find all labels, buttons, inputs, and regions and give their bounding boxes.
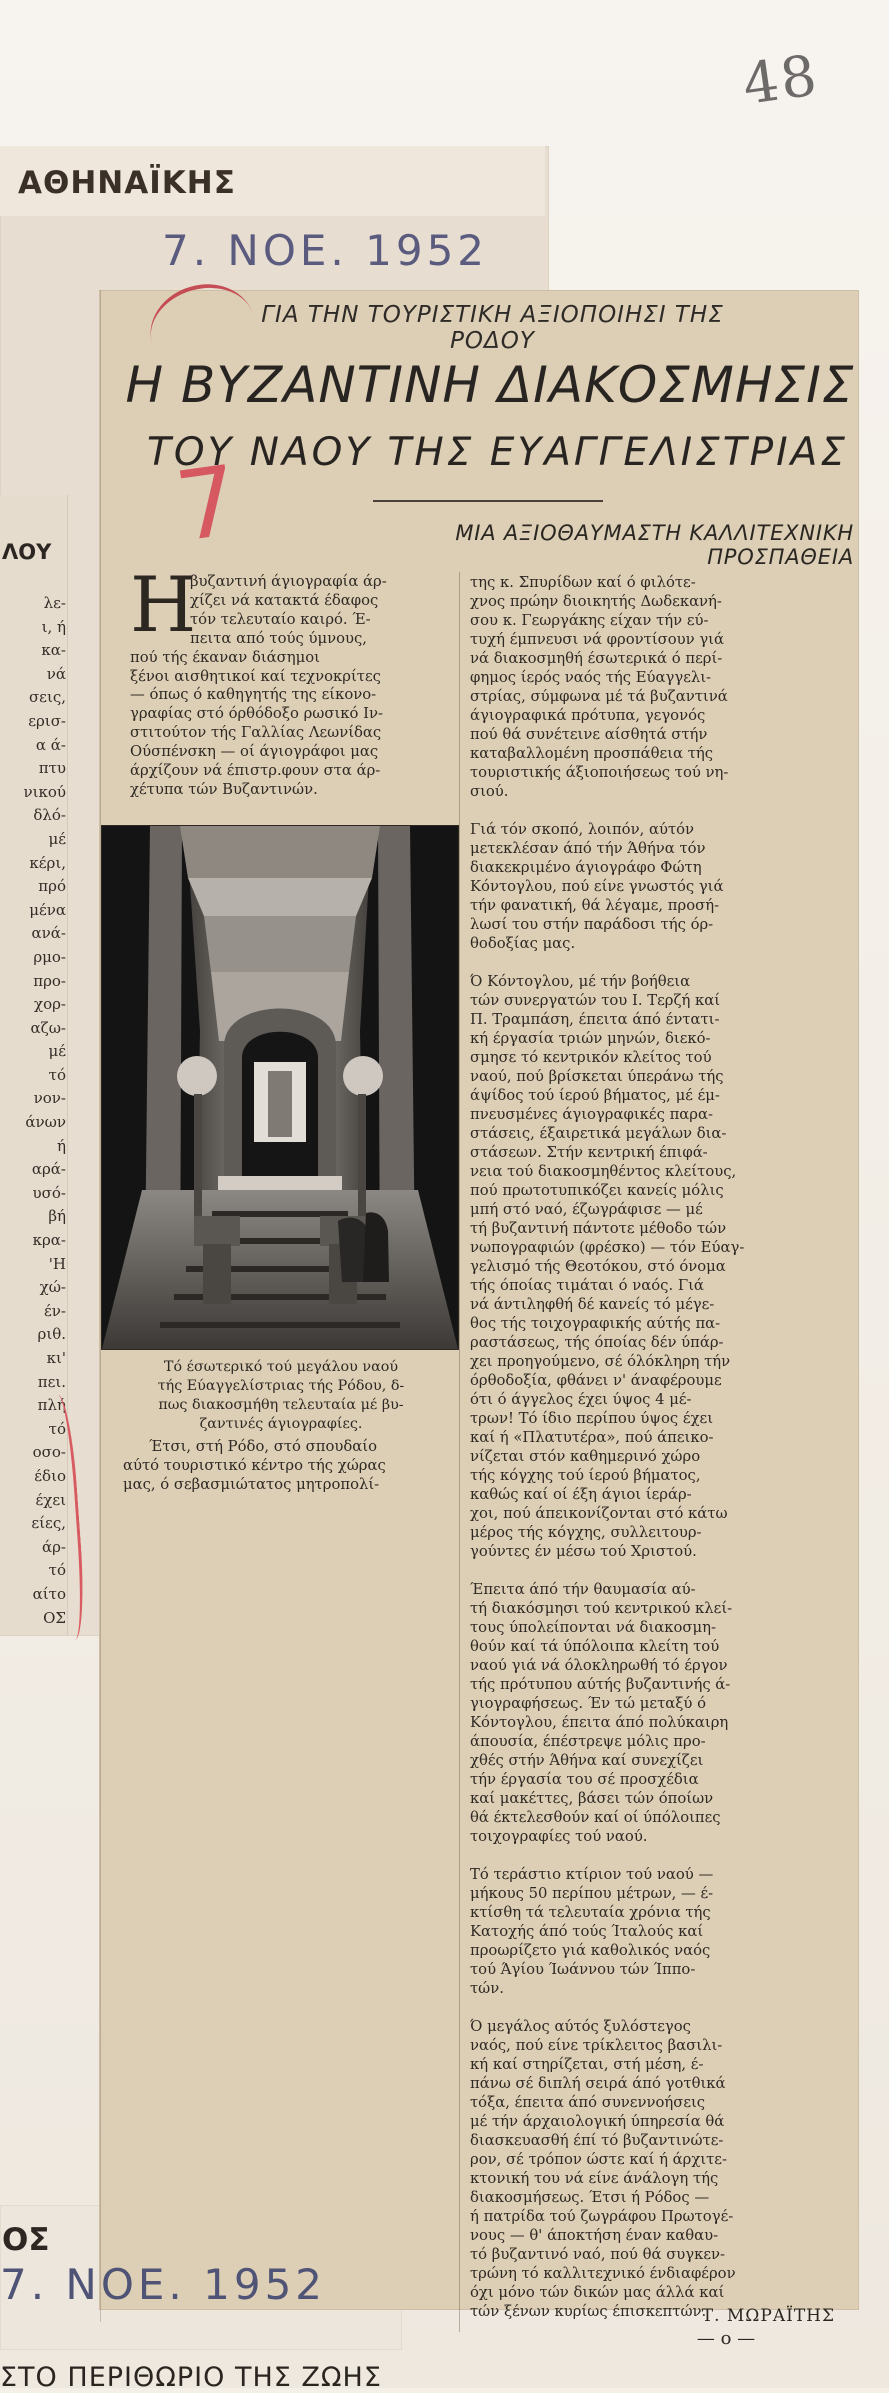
article-subheadline: ΜΙΑ ΑΞΙΟΘΑΥΜΑΣΤΗ ΚΑΛΛΙΤΕΧΝΙΚΗ ΠΡΟΣΠΑΘΕΙΑ — [455, 521, 854, 569]
church-interior-photo-svg — [102, 826, 458, 1349]
article-right-column: της κ. Σπυρίδων καί ό φιλότε- χνος πρώην διοικητής Δωδεκανή- σου κ. Γεωργάκης είχαν τήν εύ- τυχή έμπνευσι νά φροντίσουν γιά νά διακοσμηθή έσωτερικά ό περί- φημος ίερός ναός τής Εύαγγελι- στρίας, σύμφωνα μέ τά βυζαντινά άγιογραφικά πρότυπα, γεγονός πού θά συνέτεινε αίσθητά στήν καταβαλλομένη προσπάθεια τής τουριστικής άξιοποιήσεως τού νη- σιού. Γιά τόν σκοπό, λοιπόν, αύτόν μετεκλέσαν άπό τήν Άθήνα τόν διακεκριμένο άγιογράφο Φώτη Κόντογλου, πού είνε γνωστός γιά τήν φανατική, θά λέγαμε, προσή- λωσί του στήν παράδοσι τής όρ- θοδοξίας μας. Ό Κόντογλου, μέ τήν βοήθεια τών συνεργατών του Ι. Τερζή καί Π. Τραμπάση, έπειτα άπό έντατι- κή έργασία τριών μηνών, διεκό- σμησε τό κεντρικόν κλείτος τού ναού, πού βρίσκεται ύπεράνω τής άψίδος τού ίερού βήματος, μέ έμ- πνευσμένες άγιογραφικές παρα- στάσεις, έξαιρετικά μεγάλων δια- στάσεων. Στήν κεντρική έπιφά- νεια τού διακοσμηθέντος κλείτους, πού πρωτοτυπικόζει κανείς μόλις μπή στό ναό, έζωγράφισε — μέ τή βυζαντινή πάντοτε μέθοδο τών νωπογραφιών (φρέσκο) — τόν Εύαγ- γελισμό τής Θεοτόκου, στό όνομα τής όποίας τιμάται ό ναός. Γιά νά άντιληφθή δέ κανείς τό μέγε- θος τής τοιχογραφικής αύτής πα- ραστάσεως, τής όποίας δέν ύπάρ- χει προηγούμενο, σέ όλόκληρη τήν όρθοδοξία, φθάνει ν' άναφέρουμε ότι ό άγγελος έχει ύψος 4 μέ- τρων! Τό ίδιο περίπου ύψος έχει καί ή «Πλατυτέρα», πού άπεικο- νίζεται στόν καθημερινό χώρο τής κόγχης τού ίερού βήματος, καθώς καί οί έξη άγιοι ίεράρ- χοι, πού άπεικονίζονται στό κάτω μέρος τής κόγχης, συλλειτουρ- γούντες έν μέσω τού Χριστού. Έπειτα άπό τήν θαυμασία αύ- τή διακόσμησι τού κεντρικού κλεί- τους ύπολείπονται νά διακοσμη- θούν καί τά ύπόλοιπα κλείτη τού ναού γιά νά όλοκληρωθή τό έργον τής πρότυπου αύτής βυζαντινής ά- γιογραφήσεως. Έν τώ μεταξύ ό Κόντογλου, έπειτα άπό πολύκαιρη άπουσία, έπέστρεψε μόλις προ- χθές στήν Άθήνα καί συνεχίζει τήν έργασία του σέ προσχέδια καί μακέττες, βάσει τών όποίων θά έκτελεσθούν καί οί ύπόλοιπες τοιχογραφίες τού ναού. Τό τεράστιο κτίριον τού ναού — μήκους 50 περίπου μέτρων, — έ- κτίσθη τά τελευταία χρόνια τής Κατοχής άπό τούς Ίταλούς καί προωρίζετο γιά καθολικός ναός τού Άγίου Ίωάννου τών Ίππο- τών. Ό μεγάλος αύτός ξυλόστεγος ναός, πού είνε τρίκλειτος βασιλι- κή καί στηρίζεται, στή μέση, έ- πάνω σέ διπλή σειρά άπό γοτθικά τόξα, έπειτα άπό συνεννοήσεις μέ τήν άρχαιολογική ύπηρεσία θά διασκευασθή έπί τό βυζαντινώτε- ρον, σέ τρόπον ώστε καί ή άρχιτε- κτονική του νά είνε άνάλογη τής διακοσμήσεως. Έτσι ή Ρόδος — ή πατρίδα τού ζωγράφου Πρωτογέ- νους — θ' άποκτήση έναν καθαυ- τό βυζαντινό ναό, πού θά συγκεν- τρώνη τό καλλιτεχνικό ένδιαφέρον όχι μόνο τών δικών μας άλλά καί τών ξένων κυρίως έπισκεπτών. — [470, 574, 745, 2320]
date-stamp-bottom: 7. ΝΟΕ. 1952 — [0, 2260, 327, 2309]
church-interior-photo — [101, 825, 459, 1350]
handwritten-page-number: 48 — [738, 43, 823, 118]
publication-title: ΑΘΗΝΑΪΚΗΣ — [18, 165, 236, 201]
article-headline-line-2: ΤΟΥ ΝΑΟΥ ΤΗΣ ΕΥΑΓΓΕΛΙΣΤΡΙΑΣ — [147, 430, 848, 475]
headline-divider — [373, 500, 603, 502]
article-intro-text: βυζαντινή άγιογραφία άρ- χίζει νά κατακτά έδαφος τόν τελευταίο καιρό. Έ- πειτα από τούς ύμνους, πού τής έκαναν διάσημοι ξένοι αισθητικοί καί τεχνοκρίτες — όπως ό καθηγητής της είκονο- γραφίας στό όρθόδοξο ρωσικό Ιν- στιτούτον τής Γαλλίας Λεωνίδας Ούσπένσκη — οί άγιογράφοι μας άρχίζουν νά έπιστρ.φουν στα άρ- χέτυπα τών Βυζαντινών. — [130, 573, 387, 798]
bottom-fragment-text: ΣΤΟ ΠΕΡΙΘΩΡΙΟ ΤΗΣ ΖΩΗΣ — [0, 2362, 382, 2393]
article-end-mark: — ο — — [696, 2328, 756, 2349]
article-kicker: ΓΙΑ ΤΗΝ ΤΟΥΡΙΣΤΙΚΗ ΑΞΙΟΠΟΙΗΣΙ ΤΗΣ ΡΟΔΟΥ — [261, 302, 724, 354]
article-headline-line-1: Η ΒΥΖΑΝΤΙΝΗ ΔΙΑΚΟΣΜΗΣΙΣ — [125, 356, 855, 414]
bottom-fragment-title: ΟΣ — [2, 2222, 50, 2258]
drop-cap: Η — [130, 560, 197, 649]
left-fragment-text: λε- ι, ή κα- νά σεις, ερισ- α ά- πτυ νικού δλό- μέ κέρι, πρό μένα ανά- ρμο- προ- χορ- αζω- μέ τό νον- άνων ή αρά- υσό- βή κρα- 'Η χώ- έν- ριθ. κι' πει. πλή τό οσο- έδιο έχει είες, άρ- τό αίτο ΟΣ — [23, 594, 66, 1627]
column-divider — [459, 572, 460, 2332]
red-pencil-number: 7 — [169, 444, 246, 564]
photo-caption: Τό έσωτερικό τού μεγάλου ναού τής Εύαγγελίστριας τής Ρόδου, δ- πως διακοσμήθη τελευταία μέ βυ- ζαντινές άγιογραφίες. — [157, 1359, 405, 1432]
article-byline: Τ. ΜΩΡΑΪΤΗΣ — [701, 2306, 835, 2326]
date-stamp-top: 7. ΝΟΕ. 1952 — [162, 226, 489, 275]
article-intro-column — [130, 560, 456, 800]
left-fragment-title: ΛΟΥ — [2, 540, 52, 564]
article-left-continuation: Έτσι, στή Ρόδο, στό σπουδαίο αύτό τουριστικό κέντρο τής χώρας μας, ό σεβασμιώτατος μητροπολί- — [123, 1438, 386, 1493]
